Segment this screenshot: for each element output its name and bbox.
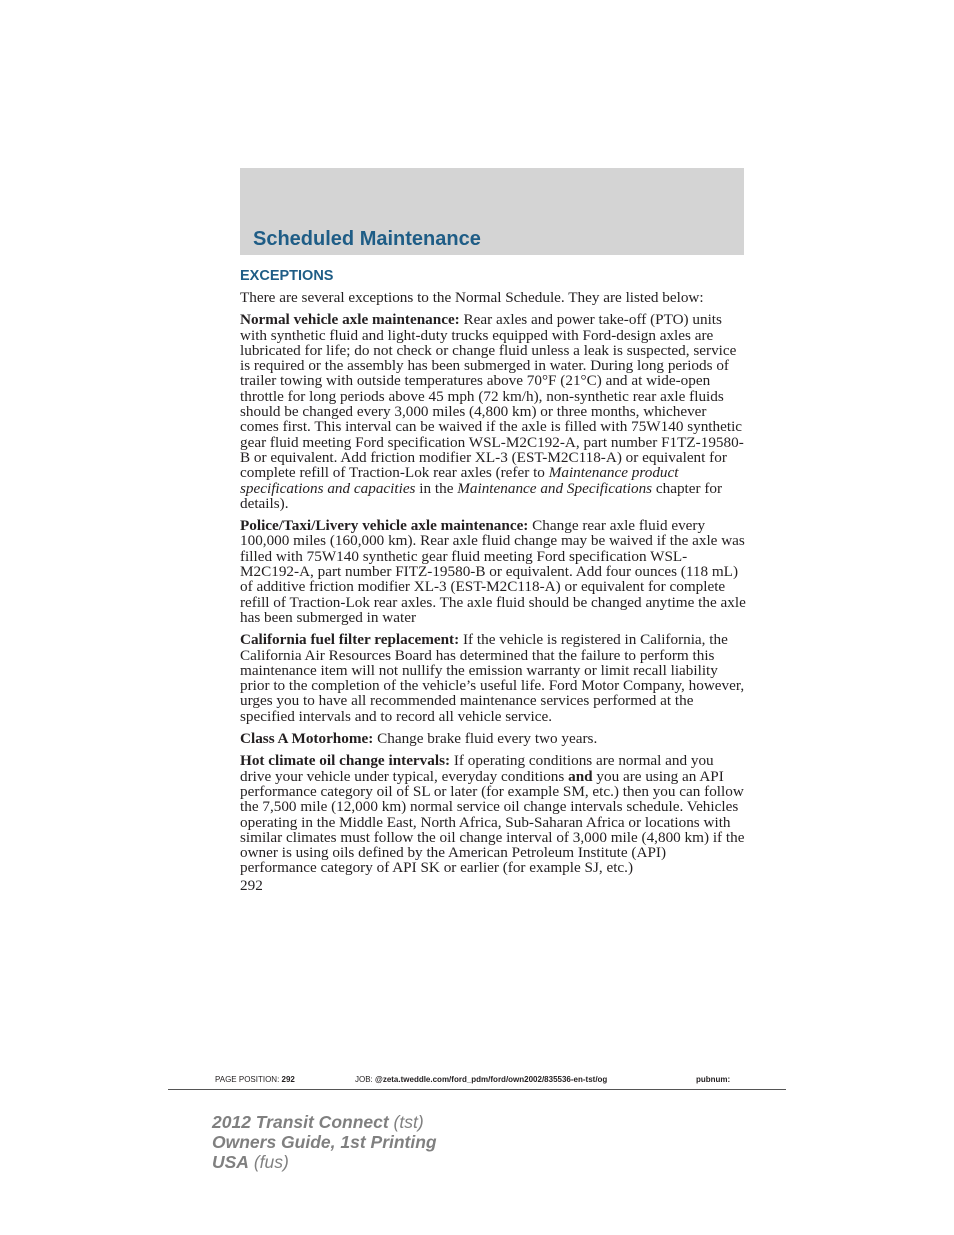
chapter-reference-italic: Maintenance and Specifications (457, 479, 653, 497)
axle-maintenance-text-3: chapter for details). (240, 479, 723, 512)
job-value: @zeta.tweddle.com/ford_pdm/ford/own2002/835536-en-tst/og (375, 1075, 608, 1084)
section-heading: EXCEPTIONS (240, 268, 334, 284)
pubnum-label: pubnum: (696, 1075, 731, 1084)
chapter-title: Scheduled Maintenance (253, 228, 481, 250)
document-identifier (212, 1112, 437, 1172)
intro-paragraph: There are several exceptions to the Normal Schedule. They are listed below: (240, 289, 704, 306)
motorhome-paragraph (240, 731, 746, 746)
axle-maintenance-paragraph (240, 312, 746, 511)
hot-climate-paragraph (240, 753, 746, 875)
hot-climate-text-2: you are using an API performance category oil of SL or later (for example SM, etc.) then you can follow the 7,500 mile (12,000 km) normal service oil change intervals schedule. Vehicles operating in the Middle East, North Africa, Sub-Saharan Africa or locations with similar climates must follow the oil change interval of 3,000 mile (4,800 km) if the owner is using oils defined by the American Petroleum Institute (API) performance category of API SK or earlier (for example SJ, etc.) (240, 767, 745, 877)
footer-divider (168, 1089, 786, 1090)
axle-maintenance-text: Rear axles and power take-off (PTO) units with synthetic fluid and light-duty trucks equipped with Ford-design axles are lubricated for life; do not check or change fluid unless a leak is suspected, service is required or the assembly has been submerged in water. During long periods of trailer towing with outside temperatures above 70°F (21°C) and at wide-open throttle for long periods above 45 mph (72 km/h), non-synthetic rear axle fluids should be changed every 3,000 miles (4,800 km) or three months, whichever comes first. This interval can be waived if the axle is filled with 75W140 synthetic gear fluid meeting Ford specification WSL-M2C192-A, part number F1TZ-19580-B or equivalent. Add friction modifier XL-3 (EST-M2C118-A) or equivalent for complete refill of Traction-Lok rear axles (refer to (240, 311, 744, 482)
doc-edition: Owners Guide, 1st Printing (212, 1132, 437, 1152)
axle-reference-italic: Maintenance product specifications and capacities (240, 464, 679, 497)
doc-model-code: (tst) (388, 1112, 424, 1132)
doc-id-line-1 (212, 1112, 437, 1132)
page-content (240, 267, 746, 893)
motorhome-label: Class A Motorhome: (240, 730, 374, 748)
hot-climate-label: Hot climate oil change intervals: (240, 752, 451, 770)
doc-id-line-3 (212, 1152, 437, 1172)
page-position (215, 1075, 295, 1084)
police-axle-label: Police/Taxi/Livery vehicle axle maintenance: (240, 517, 529, 535)
doc-model: 2012 Transit Connect (212, 1112, 389, 1132)
doc-market-code: (fus) (248, 1152, 289, 1172)
axle-maintenance-label: Normal vehicle axle maintenance: (240, 311, 460, 329)
print-footer-meta (215, 1075, 775, 1087)
doc-market: USA (212, 1152, 249, 1172)
page-number: 292 (240, 876, 263, 894)
california-fuel-filter-paragraph (240, 632, 746, 724)
chapter-header-band (240, 168, 744, 255)
job-path (355, 1075, 607, 1084)
california-fuel-filter-text: If the vehicle is registered in California, the California Air Resources Board has determined that the failure to perform this maintenance item will not nullify the emission warranty or limit recall liability prior to the completion of the vehicle’s useful life. Ford Motor Company, however, urges you to have all recommended maintenance services performed at the specified intervals and to record all vehicle service. (240, 631, 745, 725)
police-axle-paragraph (240, 518, 746, 625)
motorhome-text: Change brake fluid every two years. (373, 730, 598, 748)
california-fuel-filter-label: California fuel filter replacement: (240, 631, 460, 649)
police-axle-text: Change rear axle fluid every 100,000 miles (160,000 km). Rear axle fluid change may be waived if the axle was filled with 75W140 synthetic gear fluid meeting Ford specification WSL-M2C192-A, part number FITZ-19580-B or equivalent. Add four ounces (118 mL) of additive friction modifier XL-3 (EST-M2C118-A) or equivalent for complete refill of Traction-Lok rear axles. The axle fluid should be changed anytime the axle has been submerged in water (240, 517, 746, 626)
page-position-label: PAGE POSITION: (215, 1075, 282, 1084)
axle-maintenance-text-2: in the (415, 479, 458, 497)
doc-id-line-2 (212, 1132, 437, 1152)
hot-climate-text: If operating conditions are normal and you drive your vehicle under typical, everyday conditions (240, 752, 714, 785)
page-position-value: 292 (281, 1075, 295, 1084)
hot-climate-emphasis: and (568, 767, 593, 785)
job-label: JOB: (355, 1075, 376, 1084)
